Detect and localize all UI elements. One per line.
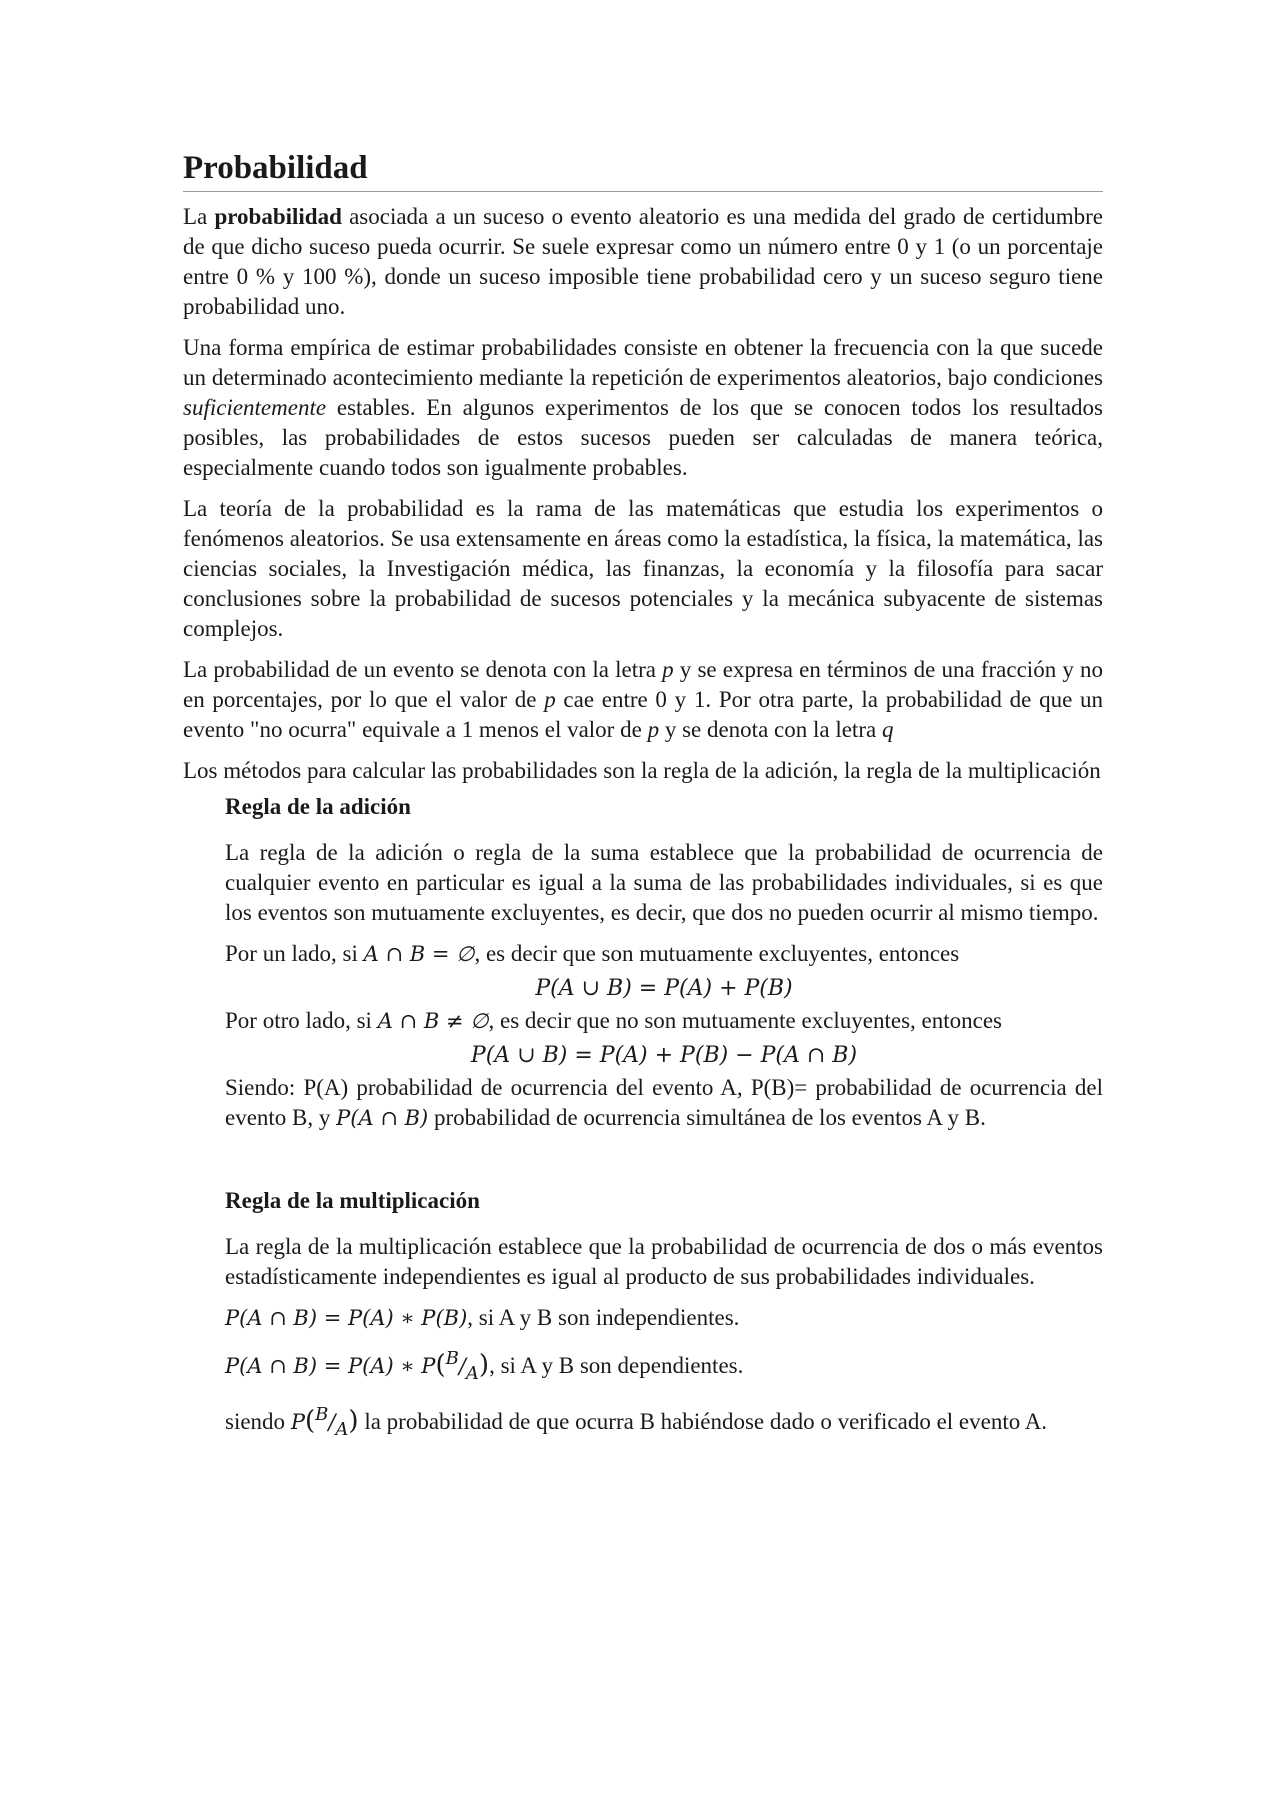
intro-paragraph-5: Los métodos para calcular las probabilidades son la regla de la adición, la regla de la multiplicación: [183, 757, 1101, 783]
formula-independent: P(A ∩ B) = P(A) ∗ P(B), si A y B son independientes.: [225, 1304, 740, 1330]
math-inline: A ∩ B = ∅: [363, 941, 475, 966]
page-title: Probabilidad: [183, 150, 1103, 192]
equation-union-exclusive: P(A ∪ B) = P(A) + P(B): [535, 975, 793, 1001]
math-inline: P(A ∩ B): [336, 1105, 429, 1130]
multiplication-paragraph-2: siendo $P(^B/_A)$ la probabilidad de que ocurra B habiéndose dado o verificado el evento A.: [225, 1403, 1048, 1440]
addition-paragraph-4: Siendo: P(A) probabilidad de ocurrencia del evento A, P(B)= probabilidad de ocurrencia del evento B, y P(A ∩ B) probabilidad de ocurrencia simultánea de los eventos A y B.: [225, 1074, 1103, 1130]
italic-term: suficientemente: [183, 394, 327, 420]
conditional-fraction: $(^B/_A)$: [304, 1403, 359, 1440]
equation-union-general: P(A ∪ B) = P(A) + P(B) − P(A ∩ B): [470, 1042, 858, 1068]
multiplication-paragraph-1: La regla de la multiplicación establece que la probabilidad de ocurrencia de dos o más eventos estadísticamente independientes es igual al producto de sus probabilidades individuales.: [225, 1233, 1103, 1289]
addition-paragraph-2: Por un lado, si A ∩ B = ∅, es decir que son mutuamente excluyentes, entonces: [225, 940, 960, 966]
addition-heading: Regla de la adición: [225, 793, 411, 819]
intro-paragraph-4: La probabilidad de un evento se denota con la letra p y se expresa en términos de una fracción y no en porcentajes, por lo que el valor de p cae entre 0 y 1. Por otra parte, la probabilidad de que un evento "no ocurra" equivale a 1 menos el valor de p y se denota con la letra q: [183, 656, 1103, 742]
formula-dependent: P(A ∩ B) = P(A) ∗ $P(^B/_A)$, si A y B son dependientes.: [225, 1347, 744, 1384]
intro-paragraph-2: Una forma empírica de estimar probabilidades consiste en obtener la frecuencia con la que sucede un determinado acontecimiento mediante la repetición de experimentos aleatorios, bajo condiciones suficientemente estables. En algunos experimentos de los que se conocen todos los resultados posibles, las probabilidades de estos sucesos pueden ser calculadas de manera teórica, especialmente cuando todos son igualmente probables.: [183, 334, 1103, 480]
math-inline: A ∩ B ≠ ∅: [377, 1008, 489, 1033]
document-body: [183, 150, 1103, 1456]
intro-paragraph-1: La probabilidad asociada a un suceso o evento aleatorio es una medida del grado de certidumbre de que dicho suceso pueda ocurrir. Se suele expresar como un número entre 0 y 1 (o un porcentaje entre 0 % y 100 %), donde un suceso imposible tiene probabilidad cero y un suceso seguro tiene probabilidad uno.: [183, 203, 1103, 319]
addition-paragraph-1: La regla de la adición o regla de la suma establece que la probabilidad de ocurrencia de cualquier evento en particular es igual a la suma de las probabilidades individuales, si es que los eventos son mutuamente excluyentes, es decir, que dos no pueden ocurrir al mismo tiempo.: [225, 839, 1103, 925]
bold-term: probabilidad: [214, 203, 342, 229]
addition-paragraph-3: Por otro lado, si A ∩ B ≠ ∅, es decir que no son mutuamente excluyentes, entonces: [225, 1007, 1003, 1033]
conditional-fraction: $(^B/_A)$: [435, 1347, 490, 1384]
multiplication-heading: Regla de la multiplicación: [225, 1187, 480, 1213]
intro-paragraph-3: La teoría de la probabilidad es la rama de las matemáticas que estudia los experimentos o fenómenos aleatorios. Se usa extensamente en áreas como la estadística, la física, la matemática, las ciencias sociales, la Investigación médica, las finanzas, la economía y la filosofía para sacar conclusiones sobre la probabilidad de sucesos potenciales y la mecánica subyacente de sistemas complejos.: [183, 495, 1103, 641]
